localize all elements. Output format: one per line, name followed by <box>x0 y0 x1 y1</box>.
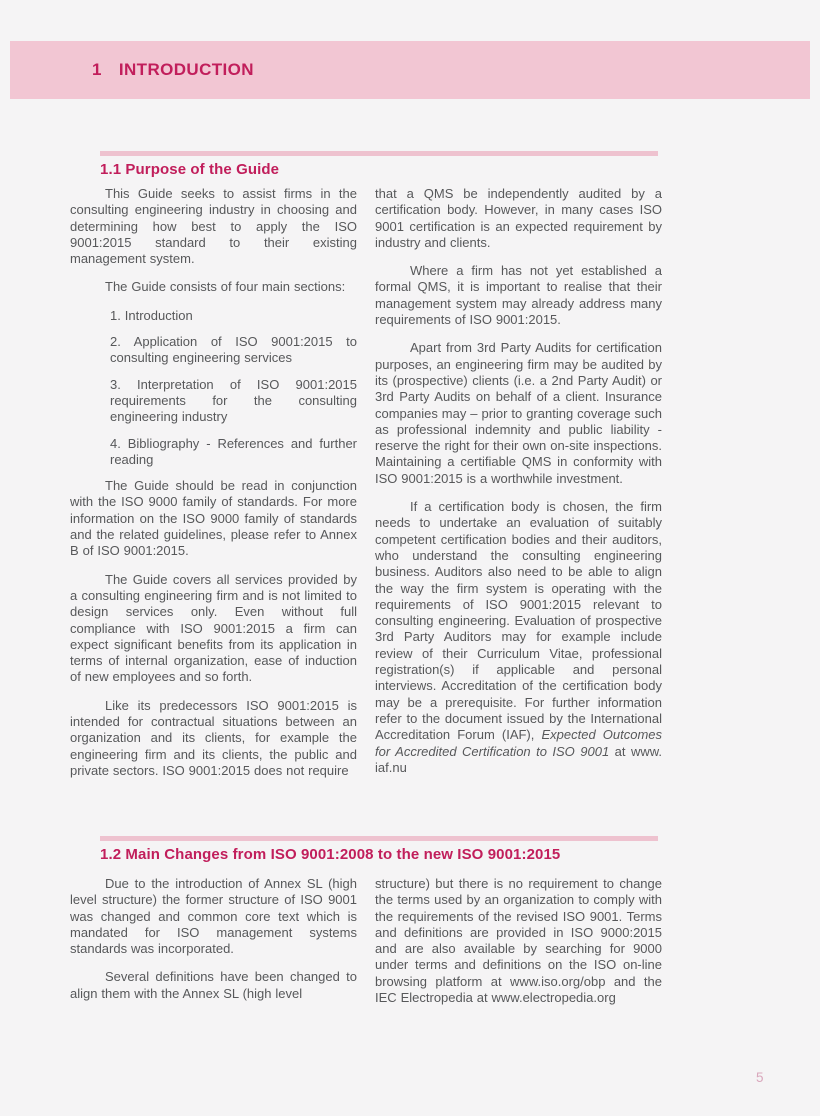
section-1-2-body <box>70 876 662 1018</box>
paragraph: structure) but there is no requirement to change the terms used by an organization to comply with the requirements of the revised ISO 9001. Terms and definitions are provided in ISO 9000:2015 and are also available by searching for 9000 under terms and definitions on the ISO on-line browsing platform at www.iso.org/obp and the IEC Electropedia at www.electropedia.org <box>375 876 662 1006</box>
paragraph: Where a firm has not yet established a formal QMS, it is important to realise that their management system may already address many requirements of ISO 9001:2015. <box>375 263 662 328</box>
section-1-1-body <box>70 186 662 791</box>
list-item: 4. Bibliography - References and further reading <box>110 435 357 467</box>
page-number: 5 <box>756 1070 764 1085</box>
paragraph: The Guide consists of four main sections: <box>105 279 346 295</box>
section-heading-1-1: 1.1 Purpose of the Guide <box>100 161 280 178</box>
right-column <box>375 876 662 1018</box>
chapter-title-text: INTRODUCTION <box>118 60 254 79</box>
paragraph: Apart from 3rd Party Audits for certification purposes, an engineering firm may be audited by its (prospective) clients (i.e. a 2nd Party Audit) or 3rd Party Audits on behalf of a client. Insurance companies may – prior to granting coverage such as professional indemnity and public liability - reserve the right for their own on-site inspections. Maintaining a certifiable QMS in conformity with ISO 9001:2015 is a worthwhile investment. <box>375 340 662 486</box>
left-column <box>70 186 357 791</box>
paragraph: Like its predecessors ISO 9001:2015 is intended for contractual situations between an organization and its clients, for example the engineering firm and its clients, the public and private sectors. ISO 9001:2015 does not require <box>70 697 357 778</box>
paragraph: This Guide seeks to assist firms in the consulting engineering industry in choosing and determining how best to apply the ISO 9001:2015 standard to their existing management system. <box>70 186 357 267</box>
list-item: 2. Application of ISO 9001:2015 to consulting engineering services <box>110 334 357 366</box>
paragraph: Several definitions have been changed to align them with the Annex SL (high level <box>70 969 357 1001</box>
paragraph: that a QMS be independently audited by a certification body. However, in many cases ISO 9001 certification is an expected requirement by industry and clients. <box>375 186 662 250</box>
paragraph: If a certification body is chosen, the firm needs to undertake an evaluation of suitably competent certification bodies and their auditors, who understand the consulting engineering business. Auditors also need to be able to align the way the firm system is operating with the requirements of ISO 9001:2015 relevant to consulting engineering. Evaluation of prospective 3rd Party Auditors may for example include review of their Curriculum Vitae, professional registration(s) if applicable and personal interviews. Accreditation of the certification body may be a prerequisite. For further information refer to the document issued by the International Accreditation Forum (IAF), Expected Outcomes for Accredited Certification to ISO 9001 at www. iaf.nu <box>375 499 662 775</box>
left-column <box>70 876 357 1018</box>
list-item: 3. Interpretation of ISO 9001:2015 requirements for the consulting engineering industry <box>110 376 357 425</box>
section-heading-1-2: 1.2 Main Changes from ISO 9001:2008 to the new ISO 9001:2015 <box>100 846 561 863</box>
section-rule <box>100 151 658 156</box>
paragraph: The Guide covers all services provided by a consulting engineering firm and is not limited to design services only. Even without full compliance with ISO 9001:2015 a firm can expect significant benefits from its application in terms of internal organization, ease of induction of new employees and so forth. <box>70 571 357 685</box>
chapter-banner <box>10 41 810 99</box>
right-column <box>375 186 662 791</box>
list-item: 1. Introduction <box>110 307 193 323</box>
chapter-title <box>92 60 254 80</box>
chapter-number: 1 <box>92 60 102 79</box>
paragraph: The Guide should be read in conjunction with the ISO 9000 family of standards. For more information on the ISO 9000 family of standards and the related guidelines, please refer to Annex B of ISO 9001:2015. <box>70 478 357 559</box>
paragraph: Due to the introduction of Annex SL (high level structure) the former structure of ISO 9001 was changed and common core text which is mandated for ISO management systems standards was incorporated. <box>70 876 357 957</box>
section-rule <box>100 836 658 841</box>
